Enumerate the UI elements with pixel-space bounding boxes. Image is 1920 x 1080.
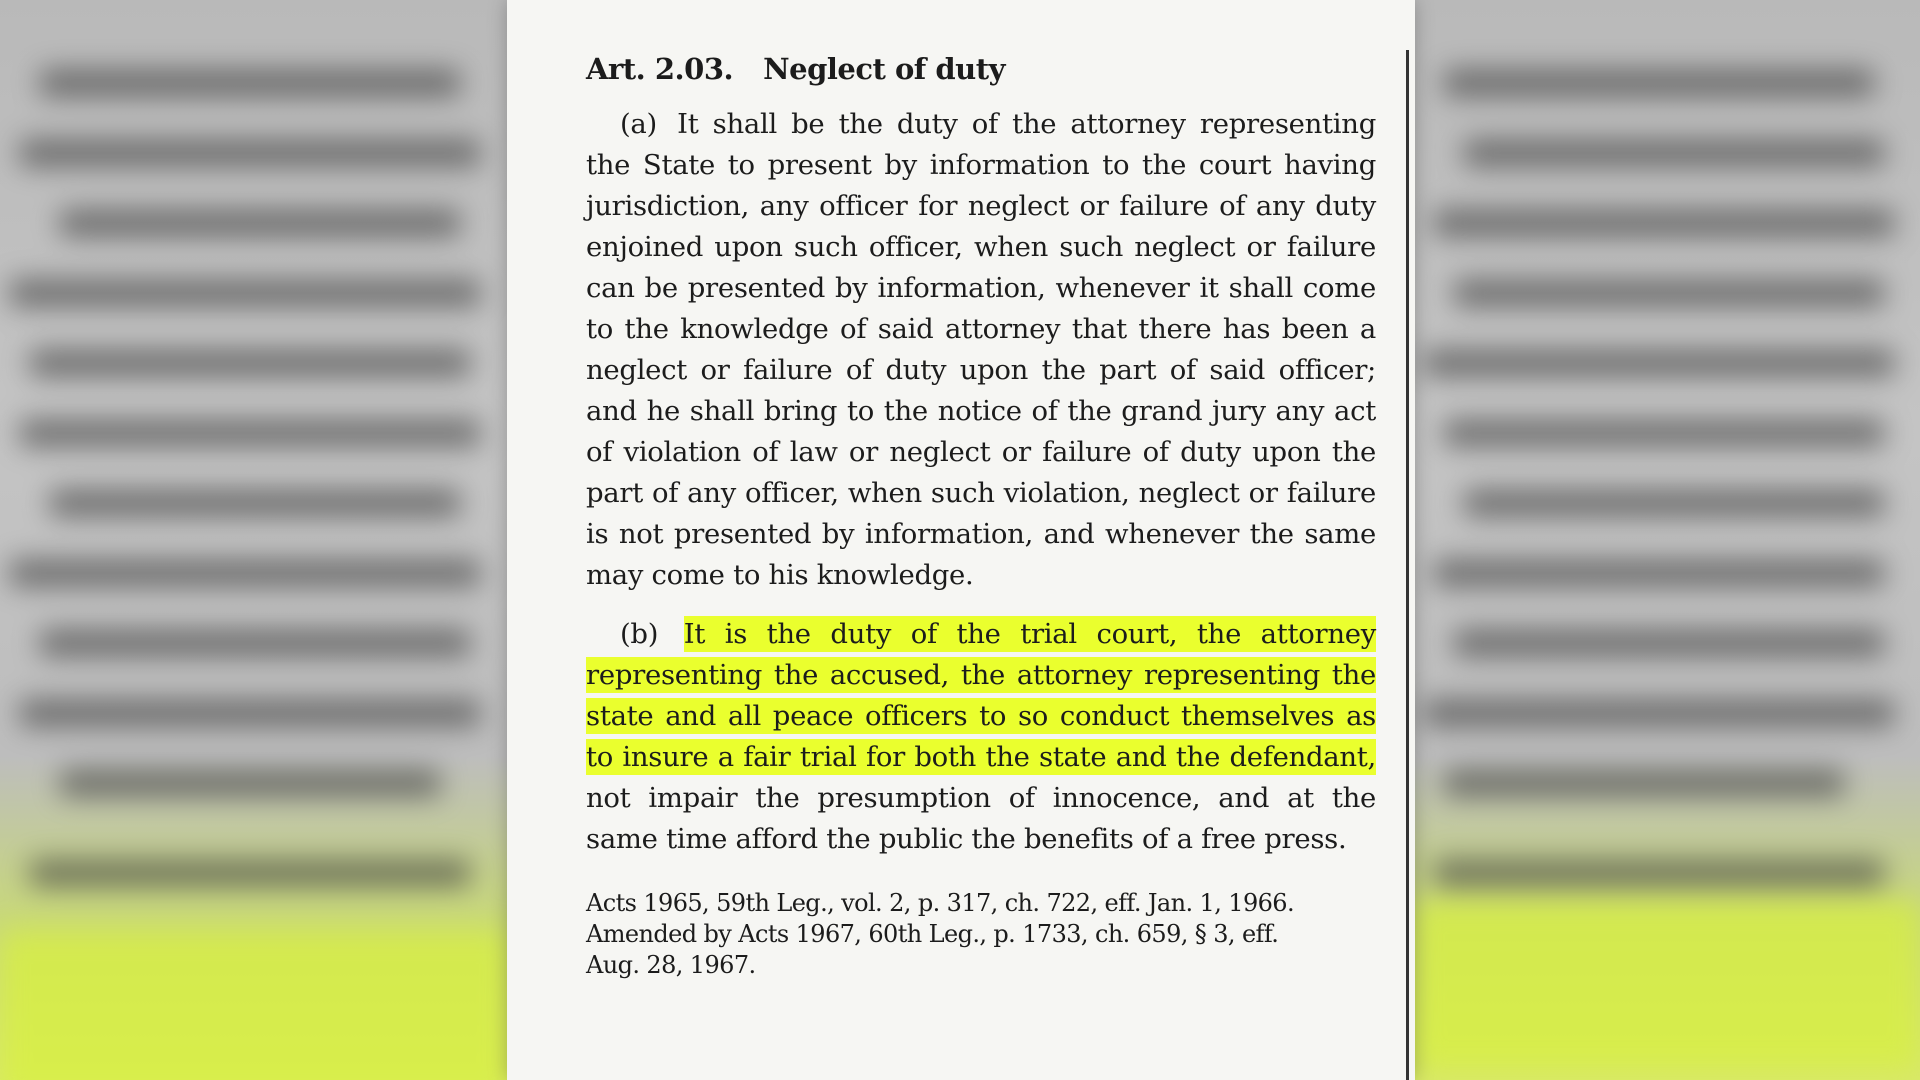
document-content	[586, 52, 1376, 981]
article-number: Art. 2.03.	[586, 52, 734, 86]
blurred-background-left	[0, 0, 510, 1080]
article-heading	[586, 52, 1376, 86]
column-rule	[1406, 50, 1409, 1080]
paragraph-b-rest-text: not impair the presumption of innocence, and at the same time afford the public the benefits of a free press.	[586, 782, 1376, 855]
paragraph-a-label: (a)	[620, 108, 657, 140]
paragraph-b	[586, 614, 1376, 860]
citation-line-2: Amended by Acts 1967, 60th Leg., p. 1733, ch. 659, § 3, eff.	[586, 920, 1279, 948]
blurred-background-right	[1414, 0, 1920, 1080]
citation-line-3: Aug. 28, 1967.	[586, 951, 756, 979]
citation-line-1: Acts 1965, 59th Leg., vol. 2, p. 317, ch. 722, eff. Jan. 1, 1966.	[586, 889, 1294, 917]
document-page	[507, 0, 1415, 1080]
paragraph-a-text: It shall be the duty of the attorney representing the State to present by information to the court having jurisdiction, any officer for neglect or failure of any duty enjoined upon such officer, when such neglect or failure can be presented by information, whenever it shall come to the knowledge of said attorney that there has been a neglect or failure of duty upon the part of said officer; and he shall bring to the notice of the grand jury any act of violation of law or neglect or failure of duty upon the part of any officer, when such violation, neglect or failure is not presented by information, and whenever the same may come to his knowledge.	[586, 108, 1376, 591]
paragraph-b-label: (b)	[620, 618, 659, 650]
article-title: Neglect of duty	[763, 52, 1005, 86]
source-citation	[586, 888, 1376, 981]
paragraph-b-highlighted-text: It is the duty of the trial court, the attorney representing the accused, the attorney representing the state and all peace officers to so conduct themselves as to insure a fair trial for both the state and the defendant,	[586, 618, 1376, 773]
paragraph-a	[586, 104, 1376, 596]
